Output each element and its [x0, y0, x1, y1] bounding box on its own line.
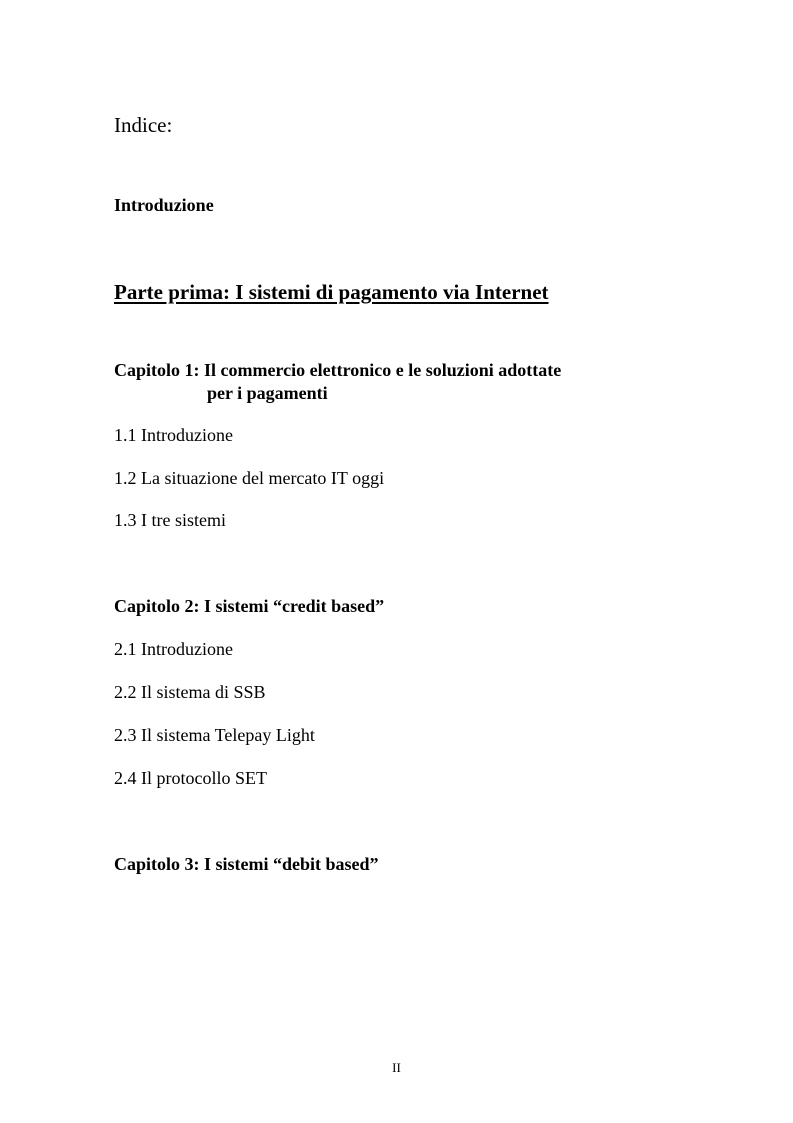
chapter-2-title: Capitolo 2: I sistemi “credit based”: [114, 596, 385, 616]
chapter-1-title: Capitolo 1: Il commercio elettronico e le soluzioni adottate: [114, 360, 562, 380]
toc-section-2-4: 2.4 Il protocollo SET: [114, 768, 267, 788]
toc-section-2-2: 2.2 Il sistema di SSB: [114, 682, 266, 702]
page-number: II: [392, 1060, 401, 1075]
toc-section-1-3: 1.3 I tre sistemi: [114, 510, 226, 530]
chapter-3-title: Capitolo 3: I sistemi “debit based”: [114, 854, 379, 874]
toc-introduction: Introduzione: [114, 195, 214, 215]
index-heading: Indice:: [114, 113, 173, 137]
toc-section-2-1: 2.1 Introduzione: [114, 639, 233, 659]
chapter-1-title-continuation: per i pagamenti: [207, 383, 328, 403]
toc-section-1-1: 1.1 Introduzione: [114, 425, 233, 445]
toc-section-1-2: 1.2 La situazione del mercato IT oggi: [114, 468, 385, 488]
part-title: Parte prima: I sistemi di pagamento via Internet: [114, 280, 549, 304]
toc-section-2-3: 2.3 Il sistema Telepay Light: [114, 725, 315, 745]
